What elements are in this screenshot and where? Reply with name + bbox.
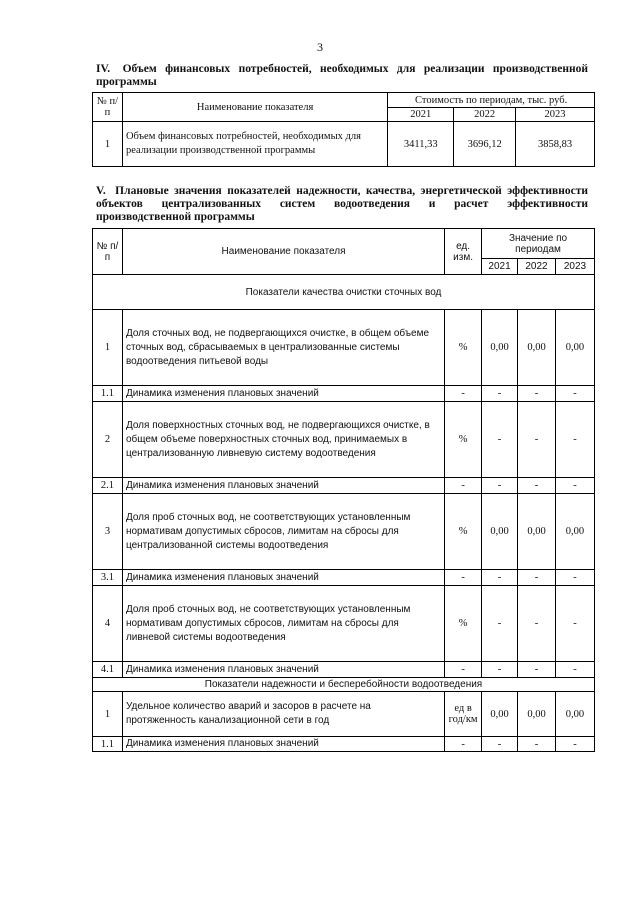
- row-num: 1.1: [93, 737, 123, 752]
- row-value-2023: -: [555, 737, 594, 752]
- section-4-heading: [96, 63, 588, 89]
- page-number: 3: [317, 40, 323, 54]
- row-unit: %: [445, 402, 482, 478]
- row-value-2022: -: [518, 478, 556, 494]
- section-5-heading: [96, 185, 588, 224]
- row-value-2021: -: [482, 402, 518, 478]
- row-unit: -: [445, 737, 482, 752]
- table-row: [93, 737, 595, 752]
- row-unit: -: [445, 478, 482, 494]
- row-num: 1: [93, 122, 123, 167]
- section-5-number: V.: [96, 185, 106, 197]
- row-value-2022: -: [518, 402, 556, 478]
- table-row: [93, 662, 595, 678]
- header-values: Значение по периодам: [482, 229, 595, 259]
- row-name: Удельное количество аварий и засоров в расчете на протяженность канализационной сети в год: [122, 692, 444, 737]
- row-name: Динамика изменения плановых значений: [122, 478, 444, 494]
- row-value-2022: 3696,12: [454, 122, 516, 167]
- section-5-title: Плановые значения показателей надежности, качества, энергетической эффективности объектов централизованных систем водоотведения и расчет эффективности производственной программы: [96, 185, 589, 223]
- row-num: 2.1: [93, 478, 123, 494]
- group-reliability-rows: [93, 692, 595, 752]
- row-value-2023: -: [555, 402, 594, 478]
- table-row: [93, 402, 595, 478]
- header-name: Наименование показателя: [122, 93, 387, 122]
- row-unit: %: [445, 310, 482, 386]
- row-num: 1.1: [93, 386, 123, 402]
- table-row: [93, 494, 595, 570]
- row-unit: -: [445, 386, 482, 402]
- row-unit: %: [445, 586, 482, 662]
- header-num: № п/п: [93, 229, 123, 275]
- row-value-2021: -: [482, 570, 518, 586]
- table-row: [93, 570, 595, 586]
- row-value-2022: 0,00: [518, 494, 556, 570]
- row-value-2021: -: [482, 737, 518, 752]
- row-num: 1: [93, 310, 123, 386]
- header-year-2022: 2022: [518, 259, 556, 275]
- row-value-2021: 0,00: [482, 310, 518, 386]
- row-value-2023: 3858,83: [516, 122, 595, 167]
- header-cost: Стоимость по периодам, тыс. руб.: [388, 93, 595, 108]
- row-unit: -: [445, 662, 482, 678]
- row-name: Доля проб сточных вод, не соответствующих установленным нормативам допустимых сбросов, лимитам на сбросы для ливневой системы водоотведения: [122, 586, 444, 662]
- row-value-2023: -: [555, 478, 594, 494]
- row-num: 3: [93, 494, 123, 570]
- row-unit: ед в год/км: [445, 692, 482, 737]
- row-value-2021: -: [482, 478, 518, 494]
- row-num: 4.1: [93, 662, 123, 678]
- group-quality-title: Показатели качества очистки сточных вод: [93, 275, 595, 310]
- group-quality-rows: [93, 310, 595, 678]
- group-reliability-title: Показатели надежности и бесперебойности водоотведения: [93, 678, 595, 692]
- row-name: Динамика изменения плановых значений: [122, 737, 444, 752]
- header-num: № п/п: [93, 93, 123, 122]
- row-unit: -: [445, 570, 482, 586]
- table-row: [93, 386, 595, 402]
- row-value-2023: 0,00: [555, 494, 594, 570]
- row-value-2021: -: [482, 662, 518, 678]
- row-name: Доля сточных вод, не подвергающихся очистке, в общем объеме сточных вод, сбрасываемых в централизованные системы водоотведения питьевой воды: [122, 310, 444, 386]
- row-value-2021: 3411,33: [388, 122, 454, 167]
- row-name: Доля поверхностных сточных вод, не подвергающихся очистке, в общем объеме поверхностных сточных вод, принимаемых в централизованную ливневую систему водоотведения: [122, 402, 444, 478]
- row-value-2022: 0,00: [518, 310, 556, 386]
- indicators-table: [92, 228, 595, 752]
- row-value-2023: -: [555, 662, 594, 678]
- row-num: 1: [93, 692, 123, 737]
- row-value-2023: 0,00: [555, 692, 594, 737]
- table-row: [93, 478, 595, 494]
- header-year-2023: 2023: [516, 108, 595, 122]
- row-value-2023: 0,00: [555, 310, 594, 386]
- row-name: Доля проб сточных вод, не соответствующих установленным нормативам допустимых сбросов, лимитам на сбросы для централизованной системы водоотведения: [122, 494, 444, 570]
- row-value-2021: 0,00: [482, 692, 518, 737]
- row-value-2022: -: [518, 570, 556, 586]
- row-name: Динамика изменения плановых значений: [122, 386, 444, 402]
- header-year-2023: 2023: [555, 259, 594, 275]
- row-name: Динамика изменения плановых значений: [122, 662, 444, 678]
- table-row: [93, 692, 595, 737]
- row-value-2022: -: [518, 386, 556, 402]
- row-num: 2: [93, 402, 123, 478]
- row-value-2023: -: [555, 586, 594, 662]
- header-year-2021: 2021: [388, 108, 454, 122]
- section-4-title: Объем финансовых потребностей, необходимых для реализации производственной программы: [96, 63, 589, 88]
- section-4-number: IV.: [96, 63, 111, 75]
- row-value-2023: -: [555, 570, 594, 586]
- row-name: Объем финансовых потребностей, необходимых для реализации производственной программы: [122, 122, 387, 167]
- header-unit: ед. изм.: [445, 229, 482, 275]
- header-year-2021: 2021: [482, 259, 518, 275]
- financial-needs-table: [92, 92, 595, 167]
- header-name: Наименование показателя: [122, 229, 444, 275]
- row-unit: %: [445, 494, 482, 570]
- row-value-2022: -: [518, 662, 556, 678]
- table-row: [93, 310, 595, 386]
- row-value-2022: -: [518, 586, 556, 662]
- row-value-2021: -: [482, 386, 518, 402]
- row-value-2022: 0,00: [518, 692, 556, 737]
- row-value-2021: -: [482, 586, 518, 662]
- row-num: 3.1: [93, 570, 123, 586]
- row-num: 4: [93, 586, 123, 662]
- header-year-2022: 2022: [454, 108, 516, 122]
- row-name: Динамика изменения плановых значений: [122, 570, 444, 586]
- row-value-2023: -: [555, 386, 594, 402]
- table-row: [93, 586, 595, 662]
- row-value-2021: 0,00: [482, 494, 518, 570]
- row-value-2022: -: [518, 737, 556, 752]
